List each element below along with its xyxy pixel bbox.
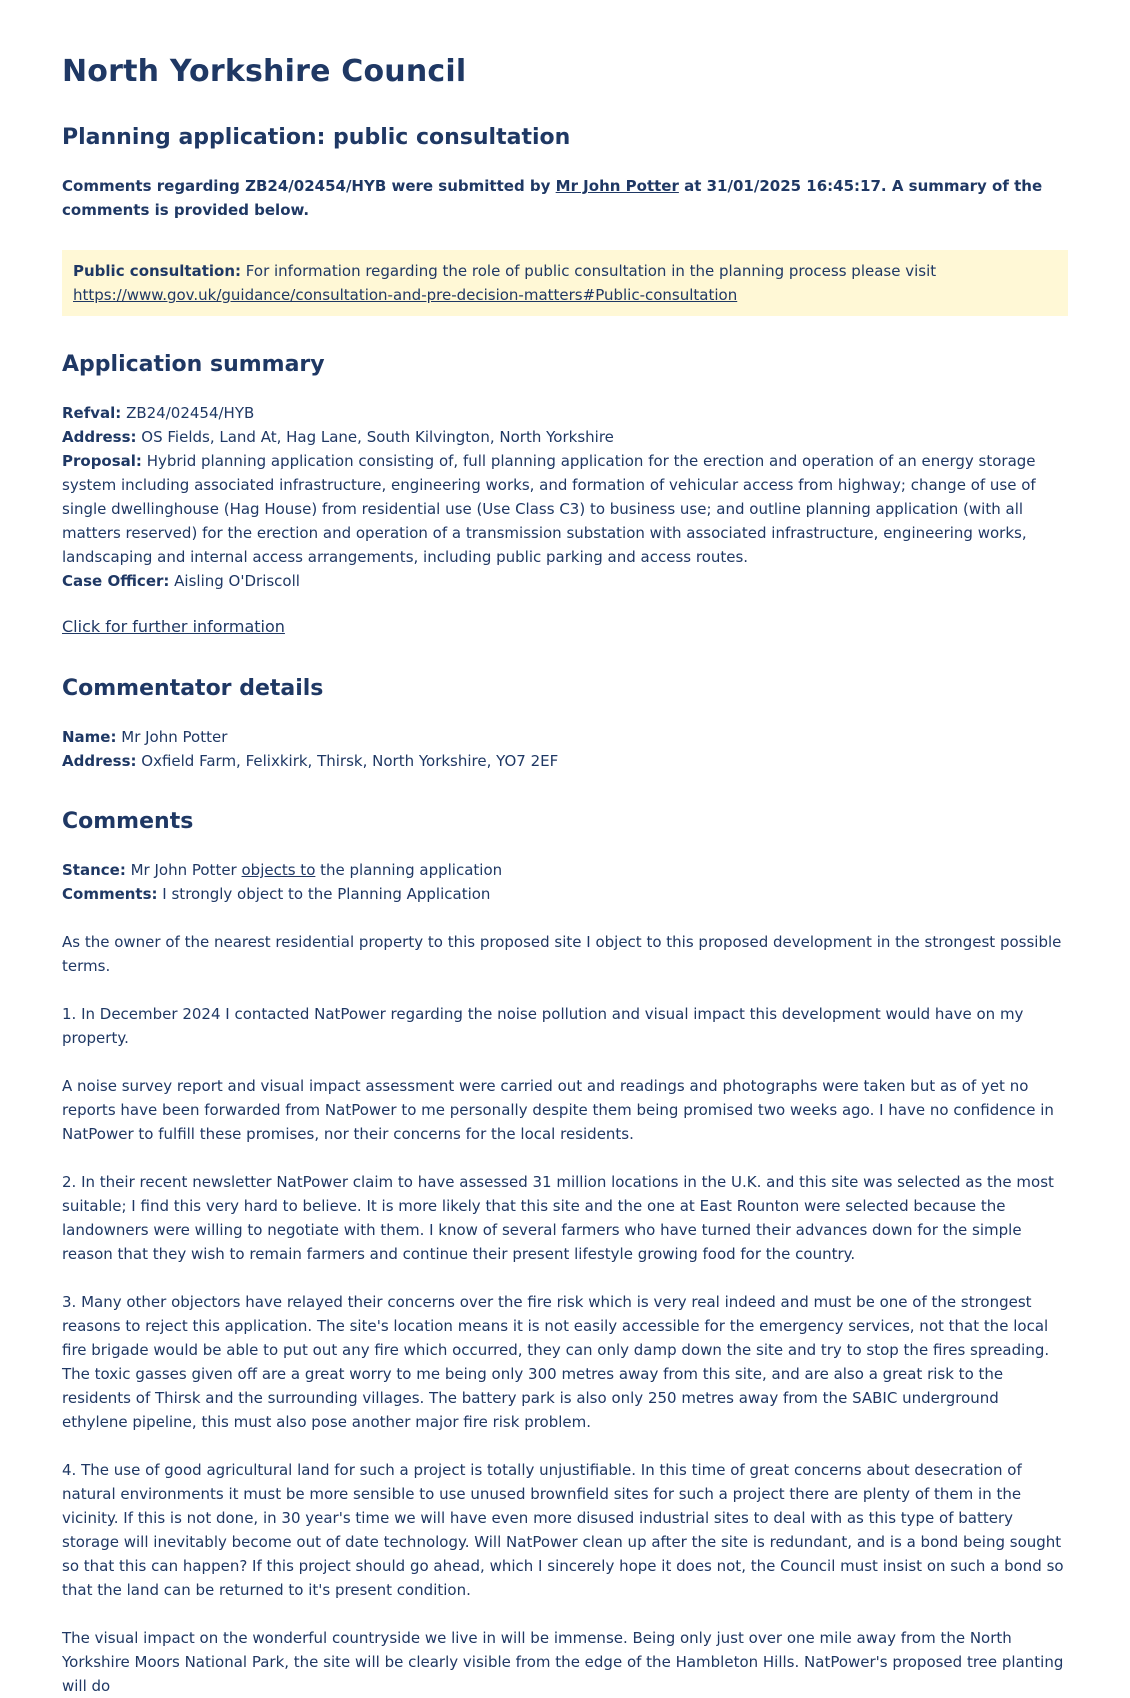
comment-paragraph: 3. Many other objectors have relayed their concerns over the fire risk which is very real indeed and must be one of the strongest reasons to reject this application. The site's location means it is not easily accessible for the emergency services, not that the local fire brigade would be able to put out any fire which occurred, they can only damp down the site and try to stop the fires spreading. The toxic gasses given off are a great worry to me being only 300 metres away from this site, and are also a great risk to the residents of Thirsk and the surrounding villages. The battery park is also only 250 metres away from the SABIC underground ethylene pipeline, this must also pose another major fire risk problem. [62, 1293, 1050, 1431]
field-proposal-value: Hybrid planning application consisting of, full planning application for the erection and operation of an energy storage system including associated infrastructure, engineering works, and formation of vehicular access from highway; change of use of single dwellinghouse (Hag House) from residential use (Use Class C3) to business use; and outline planning application (with all matters reserved) for the erection and operation of a transmission substation with associated infrastructure, engineering works, landscaping and internal access arrangements, including public parking and access routes. [62, 452, 1036, 566]
submission-summary-suffix: at 31/01/2025 16:45:17. A summary of the comments is provided below. [62, 177, 1043, 219]
field-commentator-address-value: Oxfield Farm, Felixkirk, Thirsk, North Yorkshire, YO7 2EF [136, 752, 559, 770]
comment-paragraph: 4. The use of good agricultural land for such a project is totally unjustifiable. In this time of great concerns about desecration of natural environments it must be more sensible to use unused brownfield sites for such a project there are plenty of them in the vicinity. If this is not done, in 30 year's time we will have even more disused industrial sites to deal with as this type of battery storage will inevitably become out of date technology. Will NatPower clean up after the site is redundant, and is a bond being sought so that this can happen? If this project should go ahead, which I sincerely hope it does not, the Council must insist on such a bond so that the land can be returned to it's present condition. [62, 1461, 1064, 1599]
comment-paragraph: As the owner of the nearest residential property to this proposed site I object to this proposed development in the strongest possible terms. [62, 933, 1062, 975]
comments-summary-label: Comments: [62, 885, 158, 903]
comment-paragraph: A noise survey report and visual impact assessment were carried out and readings and photographs were taken but as of yet no reports have been forwarded from NatPower to me personally despite them being promised two weeks ago. I have no confidence in NatPower to fulfill these promises, nor their concerns for the local residents. [62, 1077, 1054, 1143]
field-name-label: Name: [62, 728, 117, 746]
notice-text: For information regarding the role of public consultation in the planning process please visit [241, 262, 937, 280]
field-case-officer-value: Aisling O'Driscoll [169, 572, 300, 590]
comment-paragraph: 2. In their recent newsletter NatPower claim to have assessed 31 million locations in the U.K. and this site was selected as the most suitable; I find this very hard to believe. It is more likely that this site and the one at East Rounton were selected because the landowners were willing to negotiate with them. I know of several farmers who have turned their advances down for the simple reason that they wish to remain farmers and continue their present lifestyle growing food for the country. [62, 1173, 1054, 1263]
page-title: North Yorkshire Council [62, 54, 467, 89]
section-heading-public-consultation: Planning application: public consultation [62, 125, 571, 150]
stance-before-link: Mr John Potter [125, 861, 242, 879]
objects-to-link[interactable]: objects to [241, 861, 316, 879]
section-heading-commentator-details: Commentator details [62, 676, 324, 701]
field-address [62, 425, 1068, 449]
commenter-name-link[interactable]: Mr John Potter [555, 177, 679, 195]
field-case-officer [62, 569, 1068, 593]
public-consultation-notice [62, 250, 1068, 316]
submission-summary-prefix: Comments regarding ZB24/02454/HYB were submitted by [62, 177, 556, 195]
field-address-label: Address: [62, 428, 137, 446]
section-heading-application-summary: Application summary [62, 352, 325, 377]
field-proposal-label: Proposal: [62, 452, 142, 470]
commentator-fields [62, 725, 1068, 773]
field-commentator-address-label: Address: [62, 752, 137, 770]
field-address-value: OS Fields, Land At, Hag Lane, South Kilvington, North Yorkshire [136, 428, 614, 446]
further-information-link[interactable]: Click for further information [62, 617, 285, 636]
submission-summary [62, 174, 1068, 222]
comments-summary-value: I strongly object to the Planning Application [157, 885, 491, 903]
field-name [62, 725, 1068, 749]
field-refval-value: ZB24/02454/HYB [121, 404, 255, 422]
stance-label: Stance: [62, 861, 126, 879]
comment-paragraph: 1. In December 2024 I contacted NatPower regarding the noise pollution and visual impact this development would have on my property. [62, 1005, 1024, 1047]
gov-uk-guidance-link[interactable]: https://www.gov.uk/guidance/consultation-and-pre-decision-matters#Public-consultation [73, 286, 738, 304]
field-case-officer-label: Case Officer: [62, 572, 170, 590]
comments-stance-block [62, 858, 1068, 906]
field-commentator-address [62, 749, 1068, 773]
application-summary-fields [62, 401, 1068, 593]
field-refval [62, 401, 1068, 425]
stance-after-link: the planning application [315, 861, 503, 879]
stance-line [62, 858, 1068, 882]
section-heading-comments: Comments [62, 809, 194, 834]
field-refval-label: Refval: [62, 404, 122, 422]
comments-body [62, 930, 1068, 1698]
notice-label: Public consultation: [73, 262, 242, 280]
comment-paragraph: The visual impact on the wonderful countryside we live in will be immense. Being only just over one mile away from the North Yorkshire Moors National Park, the site will be clearly visible from the edge of the Hambleton Hills. NatPower's proposed tree planting will do [62, 1629, 1064, 1695]
field-proposal [62, 449, 1068, 569]
comments-summary-line [62, 882, 1068, 906]
field-name-value: Mr John Potter [116, 728, 228, 746]
